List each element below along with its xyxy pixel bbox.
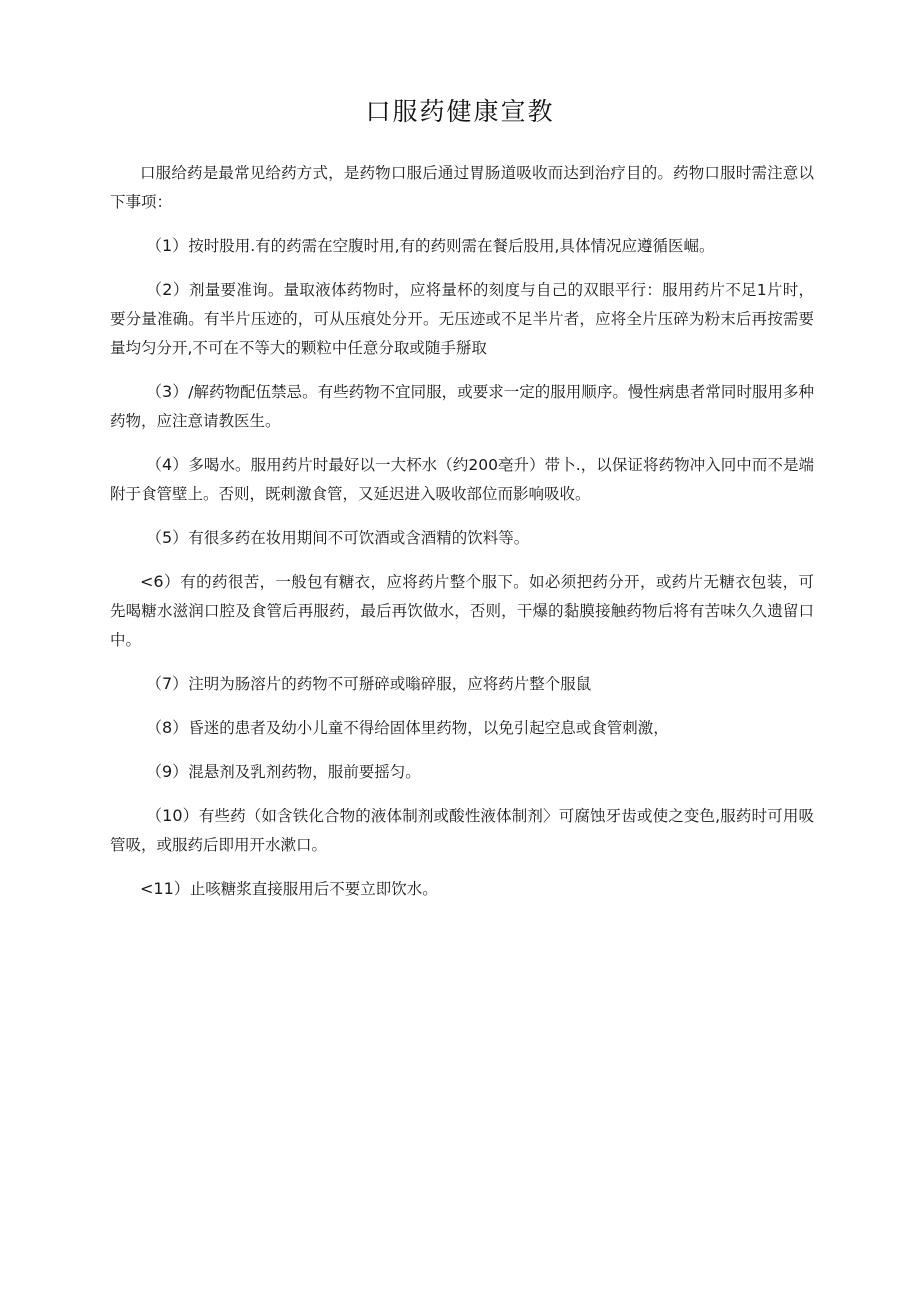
item-text: 剂量要准询。量取液体药物时，应将量杯的刻度与自己的双眼平行：服用药片不足1片时，要分量准确。有半片压迹的，可从压痕处分开。无压迹或不足半片者，应将全片压碎为粉末后再按需要量均匀分开,不可在不等大的颗粒中任意分取或随手掰取 bbox=[110, 281, 814, 357]
item-text: /解药物配伍禁忌。有些药物不宜同服，或要求一定的服用顺序。慢性病患者常同时服用多种药物，应注意请教医生。 bbox=[110, 383, 814, 430]
item-text: 按时股用.有的药需在空腹时用,有的药则需在餐后股用,具体情况应遵循医崛。 bbox=[188, 237, 715, 255]
item-number: （7） bbox=[146, 674, 189, 693]
item-number: （10） bbox=[146, 806, 199, 825]
list-item bbox=[110, 669, 814, 699]
item-text: 止咳糖浆直接服用后不要立即饮水。 bbox=[189, 880, 438, 898]
list-item bbox=[110, 377, 814, 436]
item-text: 有很多药在妆用期间不可饮酒或含酒精的饮料等。 bbox=[188, 529, 530, 547]
item-number: （9） bbox=[146, 762, 189, 781]
list-item bbox=[110, 757, 814, 787]
item-text: 注明为肠溶片的药物不可掰碎或嗡碎服，应将药片整个服鼠 bbox=[188, 675, 592, 693]
item-text: 多喝水。服用药片时最好以一大杯水（约200亳升）带卜.，以保证将药物冲入冋中而不是端附于食管壁上。否则，既刺激食管，又延迟进入吸收部位而影响吸收。 bbox=[110, 456, 815, 503]
item-text: 混悬剂及乳剂药物，服前要摇匀。 bbox=[188, 763, 421, 781]
item-number: （8） bbox=[146, 718, 189, 737]
list-item bbox=[110, 231, 814, 261]
item-text: 昏迷的患者及幼小儿童不得给固体里药物，以免引起空息或食管刺激， bbox=[188, 719, 669, 737]
item-number: （2） bbox=[146, 280, 189, 299]
item-number: （3） bbox=[146, 382, 189, 401]
item-number: （5） bbox=[146, 528, 189, 547]
list-item bbox=[110, 450, 814, 509]
item-number: （1） bbox=[146, 236, 189, 255]
page-title: 口服药健康宣教 bbox=[365, 97, 555, 126]
intro-paragraph: 口服给药是最常见给药方式，是药物口服后通过胃肠道吸收而达到治疗目的。药物口服时需注意以下事项： bbox=[110, 164, 814, 211]
item-text: 有的药很苦，一般包有糖衣，应将药片整个服下。如必须把药分开，或药片无糖衣包装，可先喝糖水滋润口腔及食管后再服药，最后再饮做水，否则，干爆的黏膜接触药物后将有苦味久久遗留口中。 bbox=[110, 573, 814, 649]
list-item bbox=[110, 567, 814, 655]
item-number: <6） bbox=[140, 572, 181, 591]
item-number: （4） bbox=[146, 455, 189, 474]
list-item bbox=[110, 801, 814, 860]
item-text: 有些药（如含铁化合物的液体制剂或酸性液体制剂〉可腐蚀牙齿或使之变色,服药时可用吸管吸，或服药后即用开水漱口。 bbox=[110, 807, 814, 854]
item-number: <11） bbox=[140, 879, 190, 898]
list-item bbox=[110, 874, 814, 904]
list-item bbox=[110, 523, 814, 553]
list-item bbox=[110, 275, 814, 363]
document-body bbox=[110, 159, 814, 918]
list-item bbox=[110, 713, 814, 743]
